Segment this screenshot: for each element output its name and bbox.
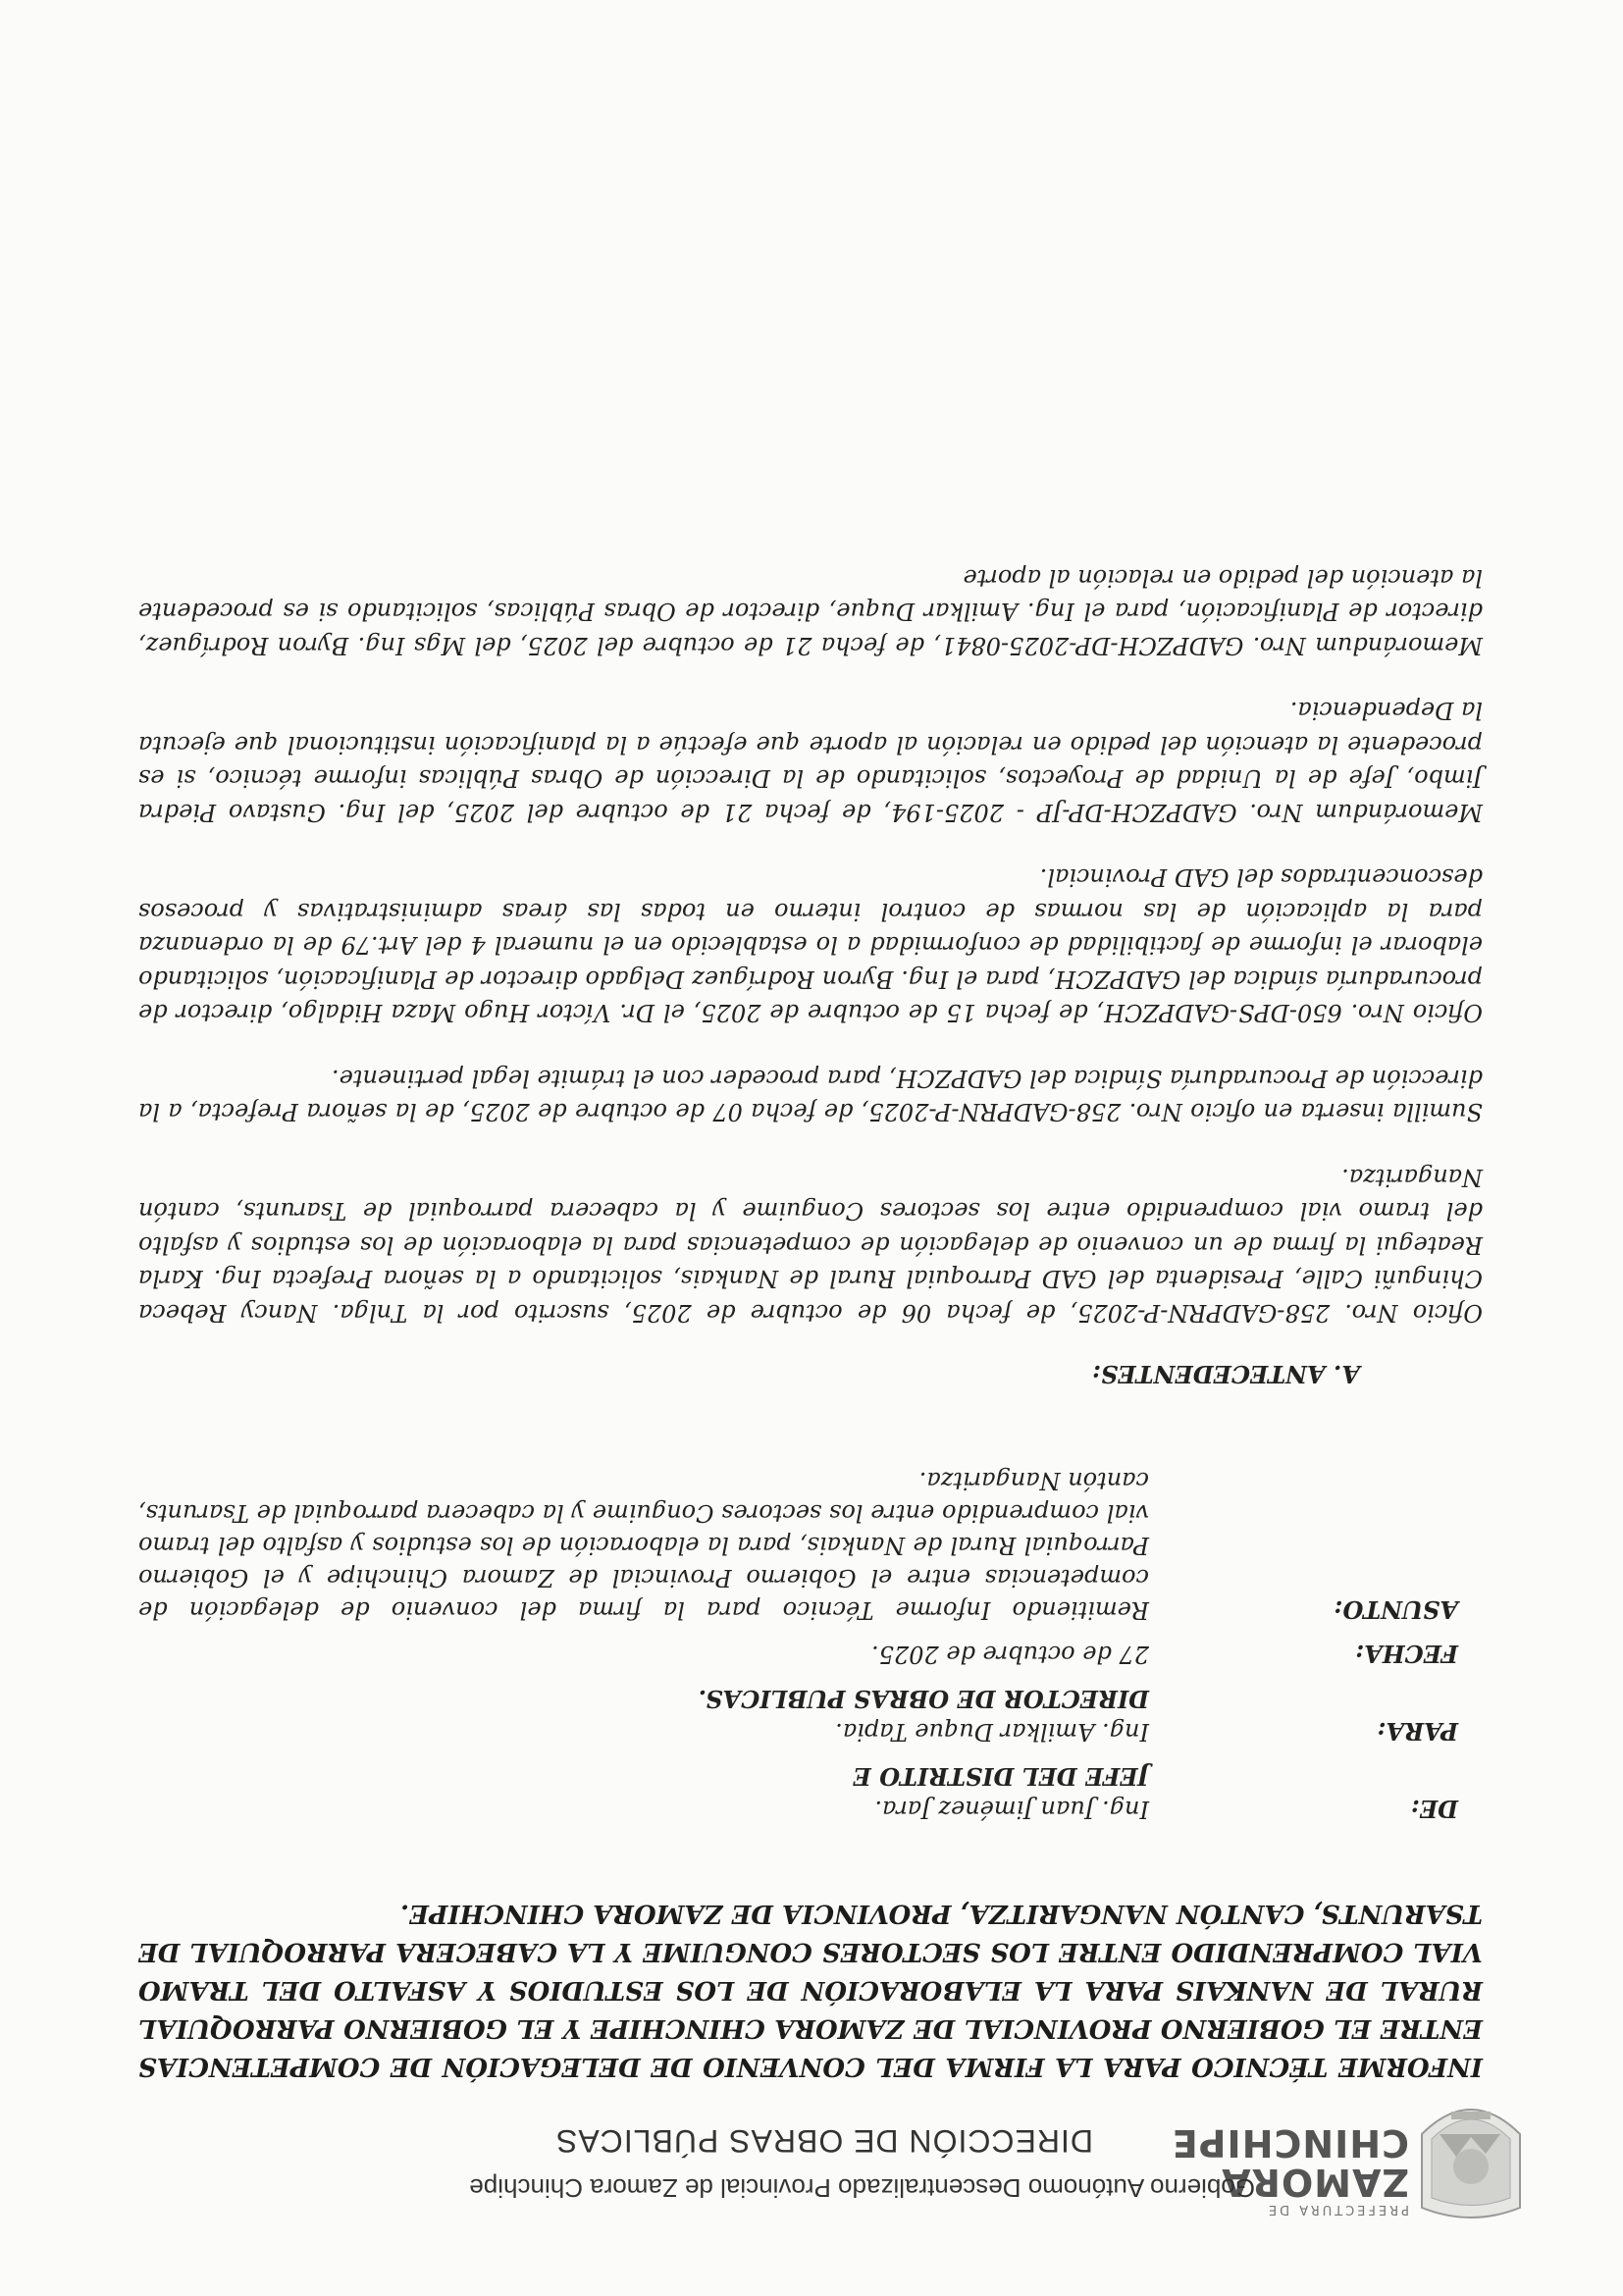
- prefecture-emblem-icon: [1412, 2085, 1530, 2227]
- logo-name-line2: CHINCHIPE: [1171, 2121, 1409, 2165]
- de-name: Ing. Juan Jiménez Jara.: [874, 1796, 1149, 1823]
- asunto-label: ASUNTO:: [1334, 1595, 1458, 1624]
- antecedentes-body: [138, 530, 1483, 1331]
- memo-header: [138, 1452, 1483, 1825]
- report-title: INFORME TÉCNICO PARA LA FIRMA DEL CONVENIO DE DELEGACIÓN DE COMPETENCIAS ENTRE EL GOBIERNO PROVINCIAL DE ZAMORA CHINCHIPE Y EL GOBIERNO PARROQUIAL RURAL DE NANKAIS PARA LA ELABORACIÓN DE LOS ESTUDIOS Y ASFALTO DEL TRAMO VIAL COMPRENDIDO ENTRE LOS SECTORES CONGUIME Y LA CABECERA PARROQUIAL DE TSARUNTS, CANTÓN NANGARITZA, PROVINCIA DE ZAMORA CHINCHIPE.: [138, 1899, 1483, 2081]
- de-role: JEFE DEL DISTRITO E: [853, 1762, 1149, 1791]
- asunto-row: [138, 1464, 1483, 1626]
- logo-subtitle: PREFECTURA DE: [1265, 2202, 1409, 2217]
- paragraph: Memorándum Nro. GADPZCH-DP-2025-0841, de fecha 21 de octubre del 2025, del Mgs Ing. Byron Rodríguez, director de Planificación, para el Ing. Amilkar Duque, director de Obras Públicas, solicitando si es procedente la atención del pedido en relación al aporte: [138, 564, 1483, 659]
- fecha-label: FECHA:: [1355, 1640, 1458, 1668]
- section-heading-antecedentes: A. ANTECEDENTES:: [1092, 1360, 1360, 1388]
- para-row: [138, 1682, 1483, 1748]
- asunto-value: Remitiendo Informe Técnico para la firma del convenio de delegación de competencias entre el Gobierno Provincial de Zamora Chinchipe y el Gobierno Parroquial Rural de Nankais, para la elaboración de los estudios y asfalto del tramo vial comprendido entre los sectores Conguime y la cabecera parroquial de Tsarunts, cantón Nangaritza.: [138, 1467, 1149, 1624]
- institution-name: Gobierno Autónomo Descentralizado Provincial de Zamora Chinchipe: [469, 2173, 1255, 2203]
- department-name: DIRECCIÓN DE OBRAS PÚBLICAS: [555, 2123, 1093, 2159]
- paragraph: Memorándum Nro. GADPZCH-DP-JP - 2025-194, de fecha 21 de octubre del 2025, del Ing. Gustavo Piedra Jimbo, Jefe de la Unidad de Proyectos, solicitando de la Dirección de Obras Públicas informe técnico, si es procedente la atención del pedido en relación al aporte que efectúe a la planificación institucional que ejecuta la Dependencia.: [138, 697, 1483, 826]
- fecha-value: 27 de octubre de 2025.: [871, 1641, 1149, 1668]
- paragraph: Oficio Nro. 650-DPS-GADPZCH, de fecha 15 de octubre de 2025, el Dr. Víctor Hugo Maza Hidalgo, director de procuraduría síndica del GADPZCH, para el Ing. Byron Rodríguez Delgado director de Planificación, solicitando elaborar el informe de factibilidad de conformidad a lo establecido en el numeral 4 del Art.79 de la ordenanza para la aplicación de las normas de control interno en todas las áreas administrativas y procesos desconcentrados del GAD Provincial.: [138, 863, 1483, 1027]
- logo-name-line1: ZAMORA: [1221, 2161, 1409, 2204]
- de-row: [138, 1759, 1483, 1825]
- de-label: DE:: [1411, 1795, 1458, 1823]
- para-label: PARA:: [1377, 1717, 1458, 1746]
- para-name: Ing. Amilkar Duque Tapia.: [835, 1718, 1149, 1746]
- para-role: DIRECTOR DE OBRAS PUBLICAS.: [698, 1685, 1149, 1713]
- paragraph: Oficio Nro. 258-GADPRN-P-2025, de fecha 06 de octubre de 2025, suscrito por la Tnlga. Nancy Rebeca Chinguñi Calle, Presidenta del GAD Parroquial Rural de Nankais, solicitando a la señora Prefecta Ing. Karla Reategui la firma de un convenio de delegación de competencias para la elaboración de los estudios y asfalto del tramo vial comprendido entre los sectores Conguime y la cabecera parroquial de Tsarunts, cantón Nangaritza.: [138, 1164, 1483, 1327]
- fecha-row: [138, 1638, 1483, 1670]
- paragraph: Sumilla inserta en oficio Nro. 258-GADPRN-P-2025, de fecha 07 de octubre de 2025, de la señora Prefecta, a la dirección de Procuraduría Síndica del GADPZCH, para proceder con el trámite legal pertinente.: [138, 1065, 1483, 1126]
